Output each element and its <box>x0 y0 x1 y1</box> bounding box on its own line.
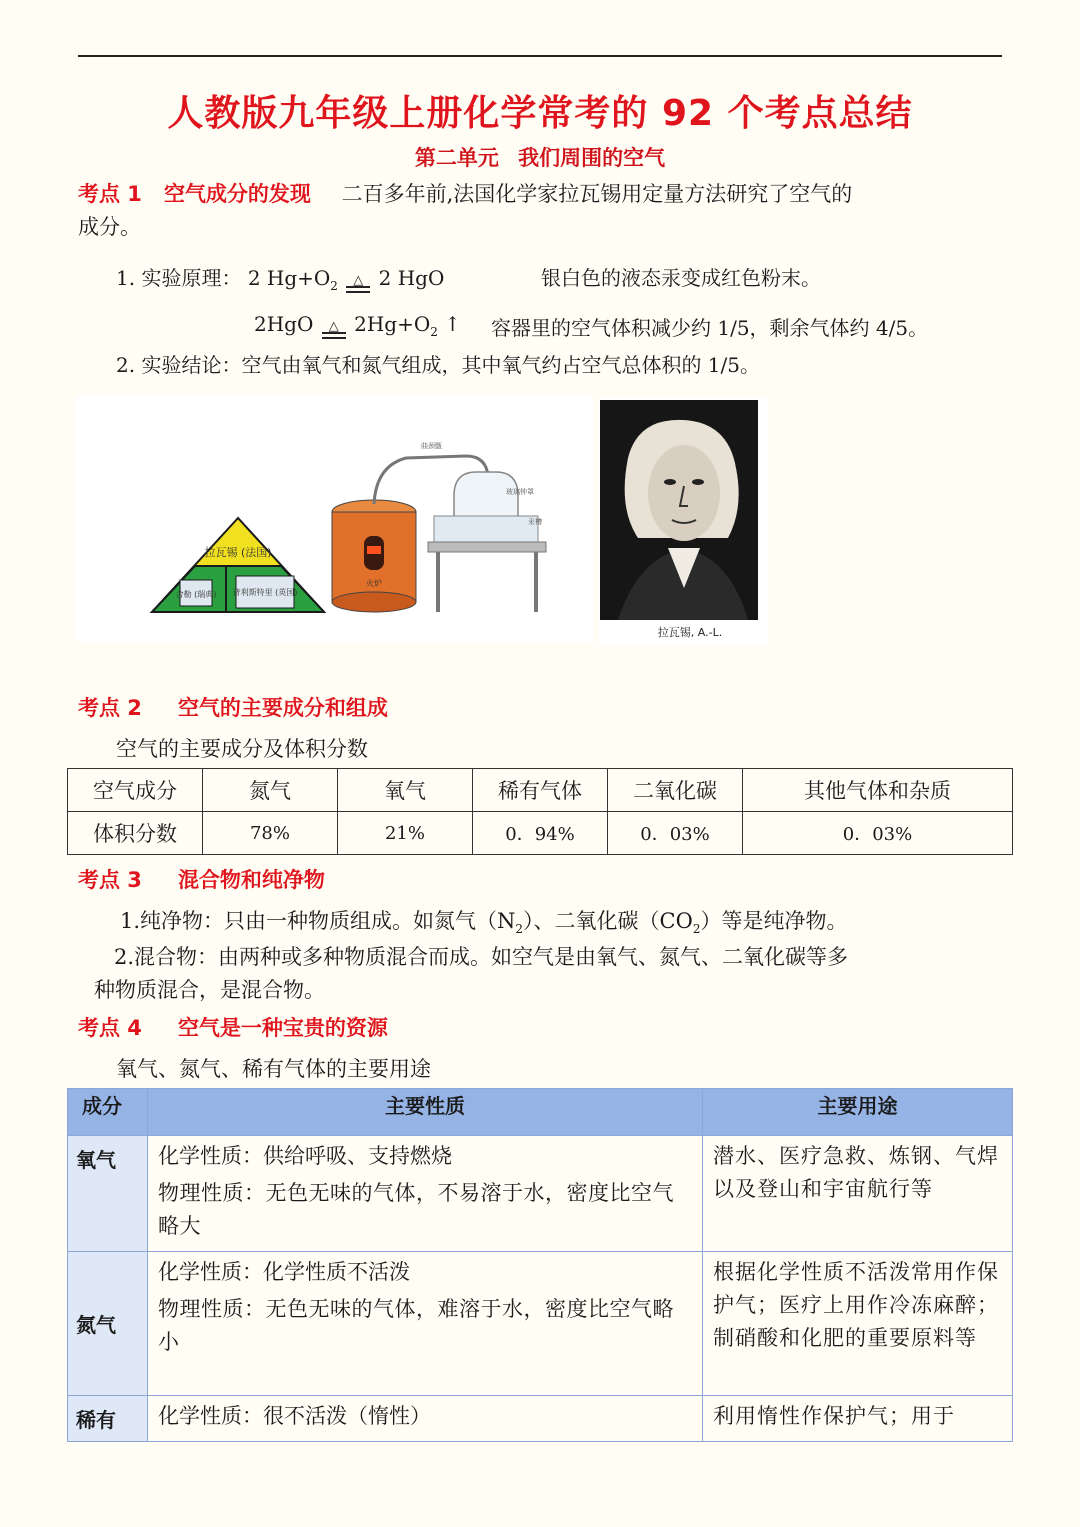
pyramid-top-label: 拉瓦锡 (法国) <box>204 546 272 559</box>
row-name: 稀有 <box>68 1396 148 1442</box>
kp3-heading: 混合物和纯净物 <box>177 868 325 892</box>
table-cell: 0．03% <box>608 812 743 855</box>
table-header-row <box>68 769 1013 812</box>
heat-symbol <box>322 319 346 339</box>
portrait-caption: 拉瓦锡, A.-L. <box>657 626 723 639</box>
portrait-illustration <box>598 398 768 644</box>
page-title: 人教版九年级上册化学常考的 92 个考点总结 <box>167 93 913 134</box>
table-cell: 二氧化碳 <box>608 769 743 812</box>
pyramid-right-label: 普利斯特里 (英国) <box>232 588 298 597</box>
table-cell: 氮气 <box>203 769 338 812</box>
table-cell: 0．03% <box>743 812 1013 855</box>
kp3-mix <box>94 941 1014 1007</box>
mix-text: 2.混合物：由两种或多种物质混合而成。如空气是由氧气、氮气、二氧化碳等多 <box>114 945 849 969</box>
bell-jar-label: 玻璃钟罩 <box>506 488 534 496</box>
kp1-heading: 空气成分的发现 <box>163 182 311 206</box>
kp2-caption: 空气的主要成分及体积分数 <box>116 737 368 761</box>
retort-label: 曲颈甑 <box>421 442 442 450</box>
table-row <box>68 812 1013 855</box>
table-cell: 0．94% <box>473 812 608 855</box>
table-header-row <box>68 1089 1013 1136</box>
table-cell: 空气成分 <box>68 769 203 812</box>
eq1-line <box>116 262 444 293</box>
row-name: 氮气 <box>68 1252 148 1396</box>
eq1-left: 2 Hg+O <box>247 266 331 290</box>
subscript: 2 <box>515 922 524 937</box>
table-cell: 体积分数 <box>68 812 203 855</box>
eq1-right: 2 HgO <box>378 266 445 290</box>
row-properties <box>148 1136 703 1252</box>
table-cell: 78% <box>203 812 338 855</box>
eq2-left: 2HgO <box>254 312 314 336</box>
lavoisier-portrait <box>598 398 768 644</box>
row-use: 根据化学性质不活泼常用作保护气；医疗上用作冷冻麻醉；制硝酸和化肥的重要原料等 <box>703 1252 1013 1396</box>
chem-property: 化学性质：很不活泼（惰性） <box>158 1404 431 1428</box>
subscript: 2 <box>330 279 338 293</box>
eq2-right: 2Hg+O <box>354 312 431 336</box>
table-cell: 21% <box>338 812 473 855</box>
air-composition-table <box>67 768 1013 855</box>
kp4-caption: 氧气、氮气、稀有气体的主要用途 <box>116 1057 431 1081</box>
kp4-label: 考点 4 <box>78 1016 142 1040</box>
kp2-label: 考点 2 <box>78 696 142 720</box>
heat-symbol <box>346 273 370 293</box>
chem-property: 化学性质：供给呼吸、支持燃烧 <box>158 1144 452 1168</box>
pyramid-left-label: 舍勒 (瑞典) <box>175 590 217 599</box>
kp1-label: 考点 1 <box>78 182 142 206</box>
eq2-line <box>254 312 461 339</box>
table-header: 主要用途 <box>703 1089 1013 1136</box>
eq1-note: 银白色的液态汞变成红色粉末。 <box>541 266 821 290</box>
phys-property: 物理性质：无色无味的气体，不易溶于水，密度比空气略大 <box>158 1181 674 1238</box>
phys-property: 物理性质：无色无味的气体，难溶于水，密度比空气略小 <box>158 1297 674 1354</box>
table-cell: 稀有气体 <box>473 769 608 812</box>
portrait-face <box>648 445 720 541</box>
kp1-text-b: 成分。 <box>78 215 141 239</box>
kp2-heading: 空气的主要成分和组成 <box>177 696 388 720</box>
table-row <box>68 1396 1013 1442</box>
row-use: 利用惰性作保护气；用于 <box>703 1396 1013 1442</box>
top-rule <box>78 55 1002 57</box>
principle-label: 1. 实验原理： <box>116 266 242 290</box>
subscript: 2 <box>692 922 701 937</box>
subscript: 2 <box>430 325 438 339</box>
lab-table <box>428 542 546 552</box>
experiment-illustration <box>76 396 593 642</box>
kp2-title <box>78 692 388 725</box>
delta-glyph: △ <box>328 319 339 334</box>
pure-text: 1.纯净物：只由一种物质组成。如氮气（N <box>120 909 516 933</box>
kp4-heading: 空气是一种宝贵的资源 <box>177 1016 388 1040</box>
experiment-figure <box>76 396 593 642</box>
kp3-title <box>78 864 325 897</box>
unit-heading: 第二单元 我们周围的空气 <box>414 146 666 170</box>
table-row <box>68 1252 1013 1396</box>
table-header: 成分 <box>68 1089 148 1136</box>
gas-arrow-icon: ↑ <box>444 312 461 336</box>
row-name: 氧气 <box>68 1136 148 1252</box>
kp1-intro <box>78 178 1008 244</box>
row-properties <box>148 1396 703 1442</box>
pure-text-end: ）等是纯净物。 <box>700 909 848 933</box>
mix-text-b: 种物质混合，是混合物。 <box>94 978 325 1002</box>
row-properties <box>148 1252 703 1396</box>
delta-glyph: △ <box>353 273 364 288</box>
kp1-text: 二百多年前,法国化学家拉瓦锡用定量方法研究了空气的 <box>341 182 853 206</box>
kp1-conclusion: 2. 实验结论：空气由氧气和氮气组成，其中氧气约占空气总体积的 1/5。 <box>116 353 760 377</box>
kp3-label: 考点 3 <box>78 868 142 892</box>
eq2-note: 容器里的空气体积减少约 1/5，剩余气体约 4/5。 <box>491 316 929 340</box>
trough-label: 汞槽 <box>528 518 542 526</box>
mercury-trough <box>434 516 538 542</box>
gas-uses-table <box>67 1088 1013 1442</box>
table-header: 主要性质 <box>148 1089 703 1136</box>
table-cell: 其他气体和杂质 <box>743 769 1013 812</box>
table-cell: 氧气 <box>338 769 473 812</box>
furnace-label: 火炉 <box>366 579 382 588</box>
table-row <box>68 1136 1013 1252</box>
row-use: 潜水、医疗急救、炼钢、气焊以及登山和宇宙航行等 <box>703 1136 1013 1252</box>
chem-property: 化学性质：化学性质不活泼 <box>158 1260 410 1284</box>
kp3-pure <box>120 905 848 936</box>
kp4-title <box>78 1012 388 1045</box>
pure-text-mid: ）、二氧化碳（CO <box>523 909 693 933</box>
kp1-title <box>78 182 311 206</box>
